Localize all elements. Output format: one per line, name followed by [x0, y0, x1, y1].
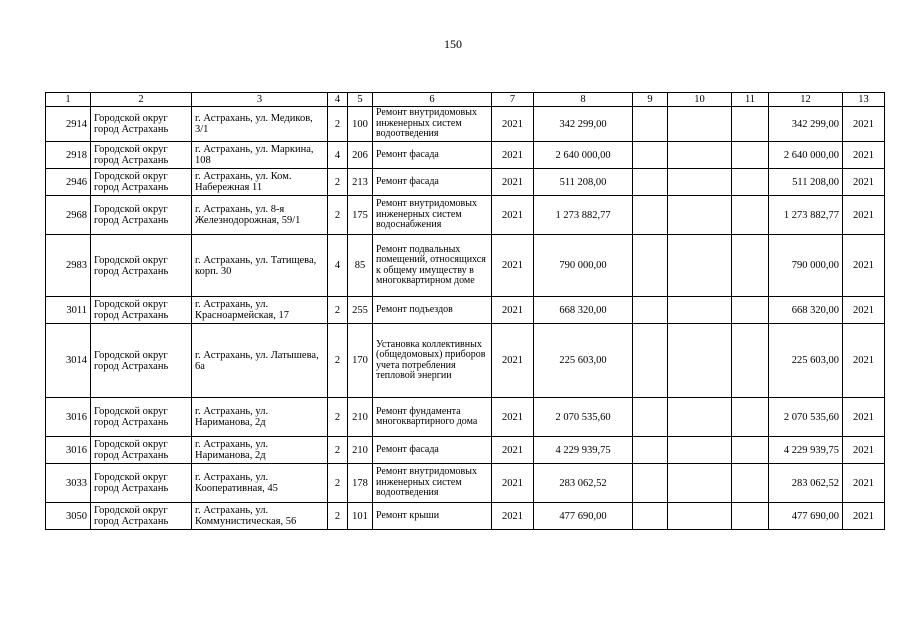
- total-cost-cell: 477 690,00: [769, 503, 843, 530]
- floors-cell: 2: [328, 398, 348, 437]
- floors-cell: 4: [328, 142, 348, 169]
- column-header: 6: [373, 93, 492, 107]
- floors-cell: 2: [328, 503, 348, 530]
- total-cost-cell: 4 229 939,75: [769, 437, 843, 464]
- table-row: [46, 464, 885, 503]
- column-9-cell: [633, 107, 668, 142]
- total-cost-cell: 283 062,52: [769, 464, 843, 503]
- column-10-cell: [668, 169, 732, 196]
- row-id: 3050: [46, 503, 91, 530]
- column-9-cell: [633, 503, 668, 530]
- cost-cell: 790 000,00: [534, 235, 633, 297]
- column-9-cell: [633, 324, 668, 398]
- apartments-cell: 206: [348, 142, 373, 169]
- column-10-cell: [668, 142, 732, 169]
- end-year-cell: 2021: [843, 107, 885, 142]
- municipality-cell: Городской округ город Астрахань: [91, 142, 192, 169]
- address-cell: г. Астрахань, ул. Нариманова, 2д: [192, 437, 328, 464]
- municipality-cell: Городской округ город Астрахань: [91, 398, 192, 437]
- row-id: 3033: [46, 464, 91, 503]
- column-header: 9: [633, 93, 668, 107]
- cost-cell: 2 640 000,00: [534, 142, 633, 169]
- table-row: [46, 235, 885, 297]
- column-10-cell: [668, 196, 732, 235]
- row-id: 2914: [46, 107, 91, 142]
- column-header: 3: [192, 93, 328, 107]
- column-number-row: [46, 93, 885, 107]
- total-cost-cell: 511 208,00: [769, 169, 843, 196]
- floors-cell: 2: [328, 169, 348, 196]
- column-header: 5: [348, 93, 373, 107]
- address-cell: г. Астрахань, ул. Нариманова, 2д: [192, 398, 328, 437]
- column-11-cell: [732, 196, 769, 235]
- year-cell: 2021: [492, 297, 534, 324]
- column-10-cell: [668, 235, 732, 297]
- column-10-cell: [668, 464, 732, 503]
- end-year-cell: 2021: [843, 235, 885, 297]
- table-row: [46, 503, 885, 530]
- table-body: [46, 107, 885, 530]
- work-type-cell: Ремонт внутридомовых инженерных систем водоотведения: [373, 464, 492, 503]
- column-11-cell: [732, 142, 769, 169]
- work-type-cell: Ремонт подвальных помещений, относящихся к общему имуществу в многоквартирном доме: [373, 235, 492, 297]
- floors-cell: 2: [328, 437, 348, 464]
- municipality-cell: Городской округ город Астрахань: [91, 324, 192, 398]
- row-id: 3011: [46, 297, 91, 324]
- cost-cell: 2 070 535,60: [534, 398, 633, 437]
- apartments-cell: 100: [348, 107, 373, 142]
- column-11-cell: [732, 235, 769, 297]
- repair-program-table: [45, 92, 885, 530]
- end-year-cell: 2021: [843, 196, 885, 235]
- cost-cell: 4 229 939,75: [534, 437, 633, 464]
- table-row: [46, 169, 885, 196]
- work-type-cell: Установка коллективных (общедомовых) приборов учета потребления тепловой энергии: [373, 324, 492, 398]
- cost-cell: 511 208,00: [534, 169, 633, 196]
- column-11-cell: [732, 398, 769, 437]
- table-row: [46, 437, 885, 464]
- municipality-cell: Городской округ город Астрахань: [91, 503, 192, 530]
- work-type-cell: Ремонт внутридомовых инженерных систем водоотведения: [373, 107, 492, 142]
- address-cell: г. Астрахань, ул. Татищева, корп. 30: [192, 235, 328, 297]
- end-year-cell: 2021: [843, 437, 885, 464]
- row-id: 2968: [46, 196, 91, 235]
- year-cell: 2021: [492, 398, 534, 437]
- year-cell: 2021: [492, 169, 534, 196]
- apartments-cell: 85: [348, 235, 373, 297]
- page-number: 150: [444, 37, 462, 51]
- column-10-cell: [668, 398, 732, 437]
- total-cost-cell: 2 070 535,60: [769, 398, 843, 437]
- column-header: 12: [769, 93, 843, 107]
- apartments-cell: 101: [348, 503, 373, 530]
- table-row: [46, 142, 885, 169]
- cost-cell: 225 603,00: [534, 324, 633, 398]
- total-cost-cell: 2 640 000,00: [769, 142, 843, 169]
- year-cell: 2021: [492, 196, 534, 235]
- floors-cell: 2: [328, 196, 348, 235]
- total-cost-cell: 342 299,00: [769, 107, 843, 142]
- column-header: 8: [534, 93, 633, 107]
- apartments-cell: 210: [348, 398, 373, 437]
- municipality-cell: Городской округ город Астрахань: [91, 297, 192, 324]
- floors-cell: 2: [328, 464, 348, 503]
- end-year-cell: 2021: [843, 142, 885, 169]
- municipality-cell: Городской округ город Астрахань: [91, 107, 192, 142]
- column-10-cell: [668, 107, 732, 142]
- apartments-cell: 210: [348, 437, 373, 464]
- address-cell: г. Астрахань, ул. Ком. Набережная 11: [192, 169, 328, 196]
- address-cell: г. Астрахань, ул. 8-я Железнодорожная, 59/1: [192, 196, 328, 235]
- year-cell: 2021: [492, 464, 534, 503]
- municipality-cell: Городской округ город Астрахань: [91, 196, 192, 235]
- cost-cell: 477 690,00: [534, 503, 633, 530]
- work-type-cell: Ремонт фундамента многоквартирного дома: [373, 398, 492, 437]
- work-type-cell: Ремонт крыши: [373, 503, 492, 530]
- apartments-cell: 213: [348, 169, 373, 196]
- end-year-cell: 2021: [843, 464, 885, 503]
- floors-cell: 2: [328, 324, 348, 398]
- column-11-cell: [732, 169, 769, 196]
- column-9-cell: [633, 297, 668, 324]
- column-9-cell: [633, 196, 668, 235]
- column-header: 7: [492, 93, 534, 107]
- end-year-cell: 2021: [843, 503, 885, 530]
- end-year-cell: 2021: [843, 297, 885, 324]
- address-cell: г. Астрахань, ул. Медиков, 3/1: [192, 107, 328, 142]
- table-row: [46, 324, 885, 398]
- work-type-cell: Ремонт подъездов: [373, 297, 492, 324]
- column-9-cell: [633, 235, 668, 297]
- row-id: 3014: [46, 324, 91, 398]
- municipality-cell: Городской округ город Астрахань: [91, 464, 192, 503]
- column-9-cell: [633, 464, 668, 503]
- column-9-cell: [633, 398, 668, 437]
- municipality-cell: Городской округ город Астрахань: [91, 235, 192, 297]
- column-11-cell: [732, 297, 769, 324]
- column-10-cell: [668, 297, 732, 324]
- column-header: 13: [843, 93, 885, 107]
- row-id: 3016: [46, 398, 91, 437]
- column-11-cell: [732, 503, 769, 530]
- apartments-cell: 178: [348, 464, 373, 503]
- municipality-cell: Городской округ город Астрахань: [91, 437, 192, 464]
- row-id: 3016: [46, 437, 91, 464]
- table-row: [46, 107, 885, 142]
- row-id: 2983: [46, 235, 91, 297]
- floors-cell: 4: [328, 235, 348, 297]
- cost-cell: 342 299,00: [534, 107, 633, 142]
- work-type-cell: Ремонт фасада: [373, 169, 492, 196]
- column-header: 2: [91, 93, 192, 107]
- table-row: [46, 398, 885, 437]
- table-row: [46, 196, 885, 235]
- column-10-cell: [668, 437, 732, 464]
- work-type-cell: Ремонт фасада: [373, 437, 492, 464]
- apartments-cell: 175: [348, 196, 373, 235]
- column-11-cell: [732, 324, 769, 398]
- year-cell: 2021: [492, 107, 534, 142]
- year-cell: 2021: [492, 437, 534, 464]
- column-header: 4: [328, 93, 348, 107]
- cost-cell: 668 320,00: [534, 297, 633, 324]
- column-header: 1: [46, 93, 91, 107]
- end-year-cell: 2021: [843, 169, 885, 196]
- apartments-cell: 255: [348, 297, 373, 324]
- column-11-cell: [732, 437, 769, 464]
- end-year-cell: 2021: [843, 324, 885, 398]
- work-type-cell: Ремонт внутридомовых инженерных систем водоснабжения: [373, 196, 492, 235]
- floors-cell: 2: [328, 297, 348, 324]
- address-cell: г. Астрахань, ул. Маркина, 108: [192, 142, 328, 169]
- cost-cell: 283 062,52: [534, 464, 633, 503]
- work-type-cell: Ремонт фасада: [373, 142, 492, 169]
- municipality-cell: Городской округ город Астрахань: [91, 169, 192, 196]
- column-9-cell: [633, 169, 668, 196]
- total-cost-cell: 1 273 882,77: [769, 196, 843, 235]
- column-10-cell: [668, 503, 732, 530]
- address-cell: г. Астрахань, ул. Кооперативная, 45: [192, 464, 328, 503]
- total-cost-cell: 790 000,00: [769, 235, 843, 297]
- cost-cell: 1 273 882,77: [534, 196, 633, 235]
- column-11-cell: [732, 107, 769, 142]
- address-cell: г. Астрахань, ул. Латышева, 6а: [192, 324, 328, 398]
- apartments-cell: 170: [348, 324, 373, 398]
- year-cell: 2021: [492, 235, 534, 297]
- column-header: 11: [732, 93, 769, 107]
- end-year-cell: 2021: [843, 398, 885, 437]
- column-9-cell: [633, 142, 668, 169]
- column-9-cell: [633, 437, 668, 464]
- row-id: 2918: [46, 142, 91, 169]
- floors-cell: 2: [328, 107, 348, 142]
- row-id: 2946: [46, 169, 91, 196]
- column-11-cell: [732, 464, 769, 503]
- total-cost-cell: 668 320,00: [769, 297, 843, 324]
- address-cell: г. Астрахань, ул. Красноармейская, 17: [192, 297, 328, 324]
- total-cost-cell: 225 603,00: [769, 324, 843, 398]
- column-10-cell: [668, 324, 732, 398]
- address-cell: г. Астрахань, ул. Коммунистическая, 56: [192, 503, 328, 530]
- year-cell: 2021: [492, 324, 534, 398]
- column-header: 10: [668, 93, 732, 107]
- year-cell: 2021: [492, 142, 534, 169]
- year-cell: 2021: [492, 503, 534, 530]
- table-row: [46, 297, 885, 324]
